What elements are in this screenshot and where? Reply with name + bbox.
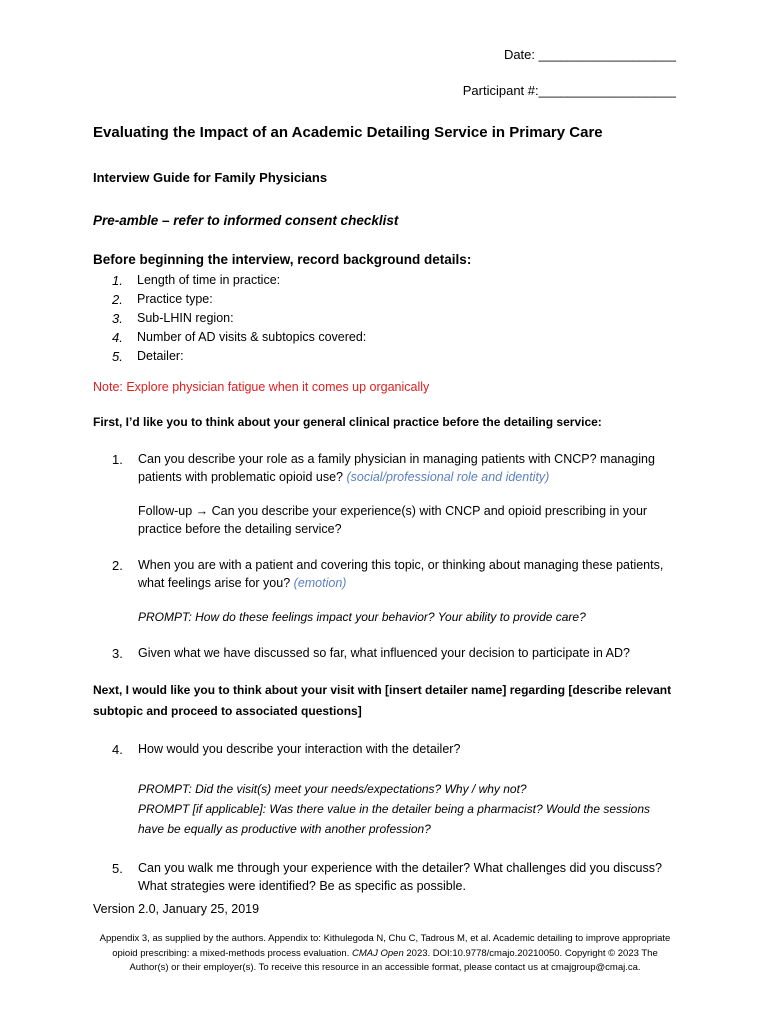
follow-up-text: Can you describe your experience(s) with CNCP and opioid prescribing in your practice before the detailing service? — [138, 504, 648, 536]
list-number: 5. — [112, 349, 123, 364]
prompt-feelings: PROMPT: How do these feelings impact your behavior? Your ability to provide care? — [138, 610, 586, 624]
question-4 — [112, 741, 672, 759]
document-subtitle: Interview Guide for Family Physicians — [93, 170, 328, 185]
question-text: When you are with a patient and covering this topic, or thinking about managing these patients, what feelings arise for you? — [138, 558, 664, 590]
list-text: Detailer: — [137, 349, 184, 363]
list-item — [112, 309, 366, 328]
question-text: How would you describe your interaction with the detailer? — [138, 742, 461, 756]
question-1 — [112, 451, 672, 486]
prompt-needs: PROMPT: Did the visit(s) meet your needs/expectations? Why / why not? — [138, 782, 527, 796]
list-number: 2. — [112, 292, 123, 307]
footer-journal: CMAJ Open — [351, 947, 404, 959]
footer-doi: 2023. DOI:10.9778/cmajo.20210050. — [406, 947, 563, 959]
question-text: Given what we have discussed so far, what influenced your decision to participate in AD? — [138, 646, 630, 660]
background-heading: Before beginning the interview, record background details: — [93, 252, 472, 267]
list-number: 3. — [112, 311, 123, 326]
list-text: Practice type: — [137, 292, 213, 306]
participant-field-line: Participant #:___________________ — [462, 83, 676, 98]
fatigue-note: Note: Explore physician fatigue when it comes up organically — [93, 380, 430, 394]
list-number: 4. — [112, 330, 123, 345]
question-number: 1. — [112, 452, 123, 467]
section-heading-general-practice: First, I’d like you to think about your general clinical practice before the detailing service: — [93, 415, 602, 429]
section-heading-visit: Next, I would like you to think about your visit with [insert detailer name] regarding [describe relevant subtopic and proceed to associated questions] — [93, 683, 672, 718]
arrow-icon: → — [195, 504, 209, 518]
construct-tag: (emotion) — [293, 575, 347, 590]
prompt-pharmacist: PROMPT [if applicable]: Was there value in the detailer being a pharmacist? Would the sessions have be equally as productive with another profession? — [138, 802, 651, 836]
question-text: Can you describe your role as a family physician in managing patients with CNCP? managing patients with problematic opioid use? — [138, 452, 655, 484]
construct-tag: (social/professional role and identity) — [346, 469, 550, 484]
question-3 — [112, 645, 672, 663]
list-text: Sub-LHIN region: — [137, 311, 234, 325]
appendix-footer — [95, 932, 675, 976]
question-number: 2. — [112, 558, 123, 573]
question-number: 5. — [112, 861, 123, 876]
document-title: Evaluating the Impact of an Academic Detailing Service in Primary Care — [93, 124, 603, 141]
background-list — [112, 271, 366, 366]
question-number: 4. — [112, 742, 123, 757]
question-2 — [112, 557, 672, 592]
question-number: 3. — [112, 646, 123, 661]
preamble-heading: Pre-amble – refer to informed consent checklist — [93, 213, 399, 228]
footer-copyright: Copyright © 2023 The Author(s) or their employer(s). To receive this resource in an accessible format, please contact us at cmajgroup@cmaj.ca. — [129, 947, 658, 973]
list-item — [112, 328, 366, 347]
list-number: 1. — [112, 273, 123, 288]
follow-up-question — [138, 503, 668, 538]
date-field-line: Date: ___________________ — [503, 47, 676, 62]
footer-citation: Appendix 3, as supplied by the authors. Appendix to: Kithulegoda N, Chu C, Tadrous M, et al. Academic detailing to improve appropriate opioid prescribing: a mixed-methods process evaluation. — [99, 933, 671, 959]
question-5 — [112, 860, 672, 895]
list-item — [112, 271, 366, 290]
version-line: Version 2.0, January 25, 2019 — [93, 902, 260, 916]
list-text: Length of time in practice: — [137, 273, 281, 287]
follow-up-label: Follow-up — [138, 504, 193, 518]
list-item — [112, 347, 366, 366]
list-text: Number of AD visits & subtopics covered: — [137, 330, 367, 344]
question-text: Can you walk me through your experience with the detailer? What challenges did you discuss? What strategies were identified? Be as specific as possible. — [138, 861, 662, 893]
list-item — [112, 290, 366, 309]
